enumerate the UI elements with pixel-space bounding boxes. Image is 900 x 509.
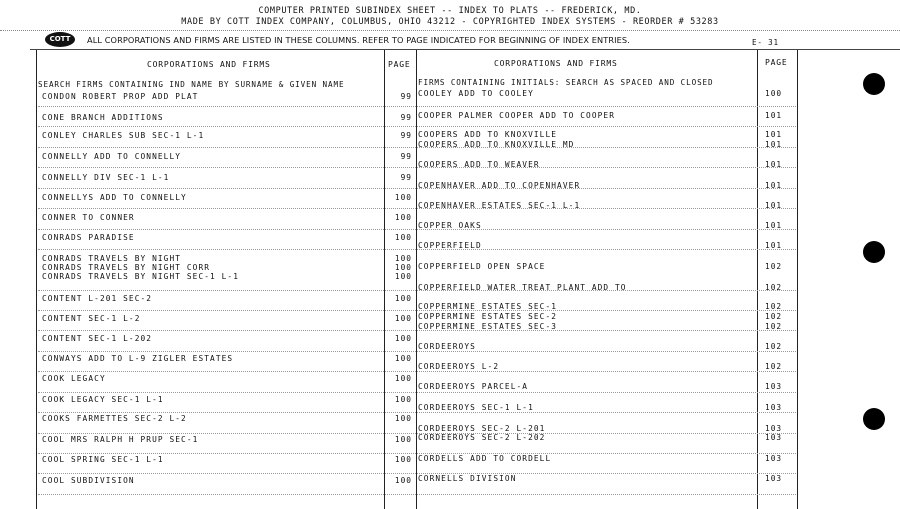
left-page-ref: 100 bbox=[394, 334, 412, 343]
list-item: COOL SUBDIVISION bbox=[42, 476, 135, 485]
row-rule bbox=[38, 371, 796, 372]
publisher-line: MADE BY COTT INDEX COMPANY, COLUMBUS, OHIO 43212 - COPYRIGHTED INDEX SYSTEMS - REORDER # 53283 bbox=[181, 17, 719, 27]
right-page-ref: 100 bbox=[765, 89, 783, 98]
left-page-column-divider bbox=[384, 50, 385, 509]
right-search-instruction: FIRMS CONTAINING INITIALS: SEARCH AS SPACED AND CLOSED bbox=[418, 78, 714, 87]
row-rule bbox=[38, 126, 796, 127]
list-item: CONTENT SEC-1 L-2 bbox=[42, 314, 141, 323]
row-rule bbox=[38, 351, 796, 352]
list-item: COOK LEGACY bbox=[42, 374, 106, 383]
right-page-ref: 101 bbox=[765, 130, 783, 139]
right-column-heading: CORPORATIONS AND FIRMS bbox=[494, 59, 618, 68]
list-item: COOPER PALMER COOPER ADD TO COOPER bbox=[418, 111, 615, 120]
left-page-ref: 100 bbox=[394, 263, 412, 272]
left-page-ref: 99 bbox=[400, 173, 412, 182]
list-item: COPPERFIELD WATER TREAT PLANT ADD TO bbox=[418, 283, 627, 292]
list-item: COPPERFIELD bbox=[418, 241, 482, 250]
list-item: CORDEEROYS SEC-2 L-202 bbox=[418, 433, 546, 442]
list-item: CONE BRANCH ADDITIONS bbox=[42, 113, 164, 122]
list-item: CONNELLY DIV SEC-1 L-1 bbox=[42, 173, 170, 182]
left-search-instruction: SEARCH FIRMS CONTAINING IND NAME BY SURNAME & GIVEN NAME bbox=[38, 80, 345, 89]
right-page-ref: 103 bbox=[765, 454, 783, 463]
left-page-heading: PAGE bbox=[388, 60, 411, 69]
list-item: CONWAYS ADD TO L-9 ZIGLER ESTATES bbox=[42, 354, 234, 363]
cott-logo: COTT bbox=[45, 32, 75, 47]
right-page-heading: PAGE bbox=[765, 58, 788, 67]
binder-hole bbox=[863, 408, 885, 430]
row-rule bbox=[38, 433, 796, 434]
list-item: COPPERFIELD OPEN SPACE bbox=[418, 262, 546, 271]
left-page-ref: 100 bbox=[394, 476, 412, 485]
left-margin-line bbox=[36, 50, 37, 509]
row-rule bbox=[38, 106, 796, 107]
left-page-ref: 100 bbox=[394, 213, 412, 222]
sheet-title: COMPUTER PRINTED SUBINDEX SHEET -- INDEX TO PLATS -- FREDERICK, MD. bbox=[258, 6, 642, 16]
list-item: COOPERS ADD TO KNOXVILLE MD bbox=[418, 140, 575, 149]
list-item: CONNELLYS ADD TO CONNELLY bbox=[42, 193, 187, 202]
left-page-ref: 100 bbox=[394, 233, 412, 242]
right-page-ref: 101 bbox=[765, 241, 783, 250]
list-item: CONRADS TRAVELS BY NIGHT CORR bbox=[42, 263, 211, 272]
center-divider bbox=[416, 50, 417, 509]
left-page-ref: 99 bbox=[400, 152, 412, 161]
right-page-ref: 103 bbox=[765, 424, 783, 433]
right-page-ref: 101 bbox=[765, 181, 783, 190]
right-page-ref: 102 bbox=[765, 283, 783, 292]
instructions-notice: ALL CORPORATIONS AND FIRMS ARE LISTED IN THESE COLUMNS. REFER TO PAGE INDICATED FOR BEGINNING OF INDEX ENTRIES. bbox=[87, 35, 630, 45]
table-top-rule bbox=[30, 49, 900, 50]
right-page-ref: 103 bbox=[765, 382, 783, 391]
list-item: CONNER TO CONNER bbox=[42, 213, 135, 222]
list-item: COPENHAVER ADD TO COPENHAVER bbox=[418, 181, 581, 190]
left-page-ref: 100 bbox=[394, 414, 412, 423]
list-item: CORDEEROYS SEC-1 L-1 bbox=[418, 403, 534, 412]
right-page-ref: 102 bbox=[765, 362, 783, 371]
list-item: COOLEY ADD TO COOLEY bbox=[418, 89, 534, 98]
row-rule bbox=[38, 453, 796, 454]
list-item: COPPERMINE ESTATES SEC-2 bbox=[418, 312, 558, 321]
row-rule bbox=[38, 208, 796, 209]
right-page-ref: 102 bbox=[765, 312, 783, 321]
list-item: CONRADS PARADISE bbox=[42, 233, 135, 242]
list-item: CORDEEROYS bbox=[418, 342, 476, 351]
left-page-ref: 99 bbox=[400, 113, 412, 122]
list-item: CORDEEROYS SEC-2 L-201 bbox=[418, 424, 546, 433]
binder-hole bbox=[863, 241, 885, 263]
left-page-ref: 99 bbox=[400, 131, 412, 140]
row-rule bbox=[38, 494, 796, 495]
list-item: CORDEEROYS PARCEL-A bbox=[418, 382, 529, 391]
row-rule bbox=[38, 310, 796, 311]
right-page-ref: 102 bbox=[765, 302, 783, 311]
row-rule bbox=[38, 229, 796, 230]
list-item: CONLEY CHARLES SUB SEC-1 L-1 bbox=[42, 131, 205, 140]
left-page-ref: 100 bbox=[394, 395, 412, 404]
row-rule bbox=[38, 412, 796, 413]
list-item: CONRADS TRAVELS BY NIGHT SEC-1 L-1 bbox=[42, 272, 239, 281]
row-rule bbox=[38, 167, 796, 168]
right-page-ref: 103 bbox=[765, 403, 783, 412]
list-item: COOKS FARMETTES SEC-2 L-2 bbox=[42, 414, 187, 423]
list-item: COPPERMINE ESTATES SEC-1 bbox=[418, 302, 558, 311]
left-page-ref: 100 bbox=[394, 294, 412, 303]
row-rule bbox=[38, 147, 796, 148]
row-rule bbox=[38, 188, 796, 189]
row-rule bbox=[38, 473, 796, 474]
list-item: COPPERMINE ESTATES SEC-3 bbox=[418, 322, 558, 331]
right-margin-line bbox=[797, 50, 798, 509]
left-page-ref: 100 bbox=[394, 254, 412, 263]
row-rule bbox=[38, 249, 796, 250]
list-item: COOL MRS RALPH H PRUP SEC-1 bbox=[42, 435, 199, 444]
list-item: COOK LEGACY SEC-1 L-1 bbox=[42, 395, 164, 404]
list-item: COPENHAVER ESTATES SEC-1 L-1 bbox=[418, 201, 581, 210]
right-page-ref: 101 bbox=[765, 201, 783, 210]
right-page-ref: 102 bbox=[765, 342, 783, 351]
right-page-ref: 101 bbox=[765, 140, 783, 149]
right-page-ref: 103 bbox=[765, 474, 783, 483]
right-page-ref: 101 bbox=[765, 221, 783, 230]
left-page-ref: 100 bbox=[394, 314, 412, 323]
left-page-ref: 100 bbox=[394, 374, 412, 383]
list-item: CORNELLS DIVISION bbox=[418, 474, 517, 483]
right-page-ref: 101 bbox=[765, 111, 783, 120]
left-page-ref: 100 bbox=[394, 272, 412, 281]
row-rule bbox=[38, 290, 796, 291]
list-item: CONRADS TRAVELS BY NIGHT bbox=[42, 254, 182, 263]
left-column-heading: CORPORATIONS AND FIRMS bbox=[147, 60, 271, 69]
right-page-ref: 102 bbox=[765, 322, 783, 331]
header-rule bbox=[0, 30, 900, 31]
list-item: CONDON ROBERT PROP ADD PLAT bbox=[42, 92, 199, 101]
list-item: CONNELLY ADD TO CONNELLY bbox=[42, 152, 182, 161]
left-page-ref: 100 bbox=[394, 354, 412, 363]
list-item: CORDEEROYS L-2 bbox=[418, 362, 500, 371]
right-page-ref: 102 bbox=[765, 262, 783, 271]
right-page-ref: 101 bbox=[765, 160, 783, 169]
sheet-page-number: E- 31 bbox=[752, 38, 779, 47]
list-item: COPPER OAKS bbox=[418, 221, 482, 230]
list-item: COOPERS ADD TO KNOXVILLE bbox=[418, 130, 558, 139]
list-item: CORDELLS ADD TO CORDELL bbox=[418, 454, 552, 463]
left-page-ref: 100 bbox=[394, 455, 412, 464]
right-page-ref: 103 bbox=[765, 433, 783, 442]
list-item: CONTENT SEC-1 L-202 bbox=[42, 334, 153, 343]
left-page-ref: 99 bbox=[400, 92, 412, 101]
list-item: COOPERS ADD TO WEAVER bbox=[418, 160, 540, 169]
left-page-ref: 100 bbox=[394, 435, 412, 444]
left-page-ref: 100 bbox=[394, 193, 412, 202]
right-page-column-divider bbox=[757, 50, 758, 509]
list-item: COOL SPRING SEC-1 L-1 bbox=[42, 455, 164, 464]
row-rule bbox=[38, 392, 796, 393]
list-item: CONTENT L-201 SEC-2 bbox=[42, 294, 153, 303]
binder-hole bbox=[863, 73, 885, 95]
row-rule bbox=[38, 330, 796, 331]
